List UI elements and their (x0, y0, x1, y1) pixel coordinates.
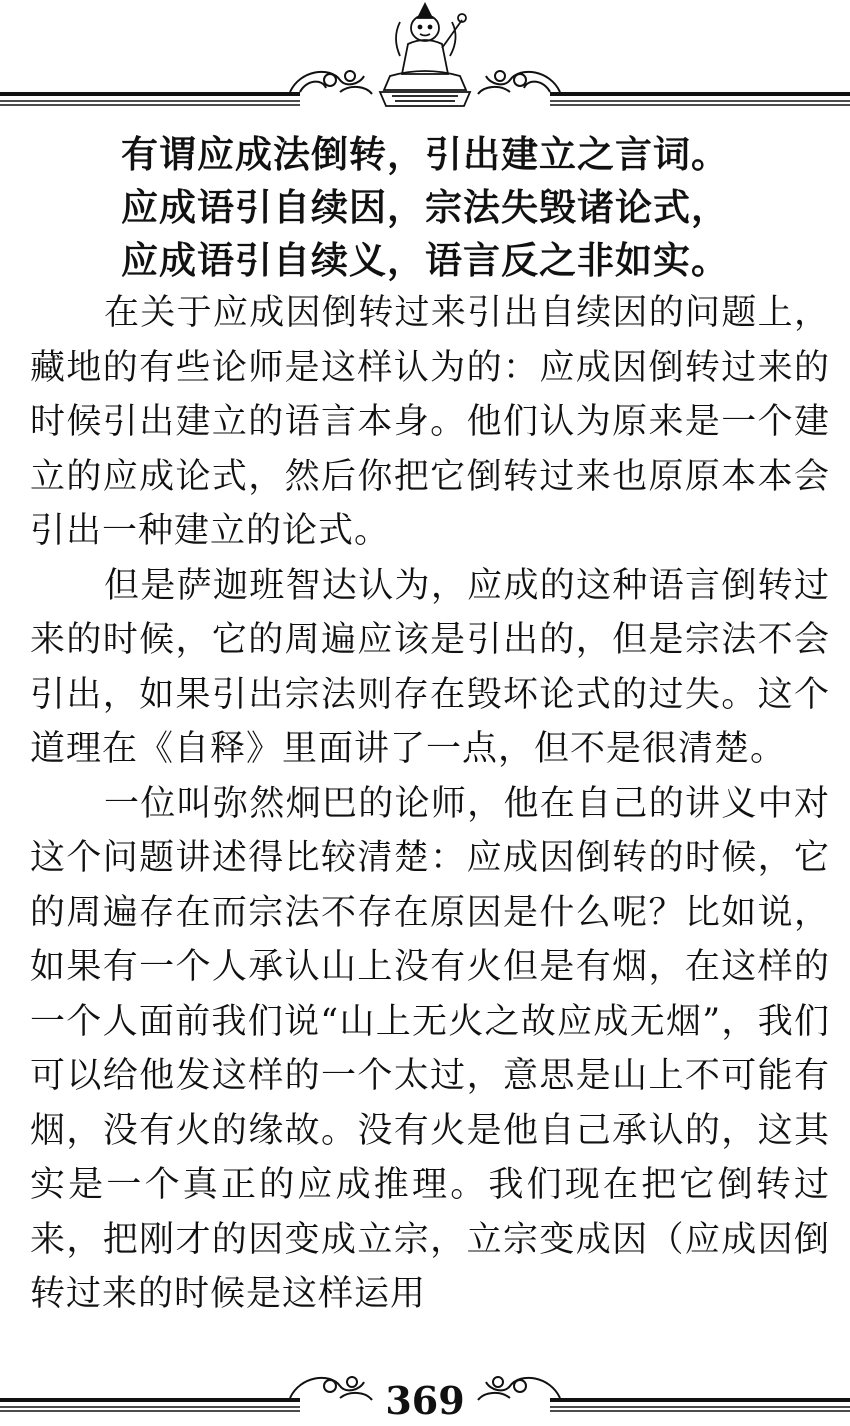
page-number: 369 (385, 1378, 465, 1423)
header-rule-left (0, 94, 300, 105)
commentary-body (30, 286, 830, 1322)
deity-figure-icon (380, 4, 470, 106)
verse-line: 应成语引自续义，语言反之非如实。 (121, 239, 729, 282)
cloud-scroll-icon-left (290, 71, 372, 94)
header-rule-right (550, 94, 850, 105)
verse-block (0, 128, 850, 287)
verse-line: 应成语引自续因，宗法失毁诸论式， (121, 186, 729, 229)
header-ornament (0, 0, 850, 112)
cloud-scroll-icon-right (478, 71, 560, 94)
paragraph: 一位叫弥然炯巴的论师，他在自己的讲义中对这个问题讲述得比较清楚：应成因倒转的时候，它的周遍存在而宗法不存在原因是什么呢？比如说，如果有一个人承认山上没有火但是有烟，在这样的一个人面前我们说“山上无火之故应成无烟”，我们可以给他发这样的一个太过，意思是山上不可能有烟，没有火的缘故。没有火是他自己承认的，这其实是一个真正的应成推理。我们现在把它倒转过来，把刚才的因变成立宗，立宗变成因（应成因倒转过来的时候是这样运用 (30, 783, 830, 1314)
paragraph: 但是萨迦班智达认为，应成的这种语言倒转过来的时候，它的周遍应该是引出的，但是宗法不会引出，如果引出宗法则存在毁坏论式的过失。这个道理在《自释》里面讲了一点，但不是很清楚。 (30, 565, 830, 769)
paragraph: 在关于应成因倒转过来引出自续因的问题上，藏地的有些论师是这样认为的：应成因倒转过来的时候引出建立的语言本身。他们认为原来是一个建立的应成论式，然后你把它倒转过来也原原本本会引出一种建立的论式。 (30, 293, 830, 551)
verse-line: 有谓应成法倒转，引出建立之言词。 (121, 133, 729, 176)
